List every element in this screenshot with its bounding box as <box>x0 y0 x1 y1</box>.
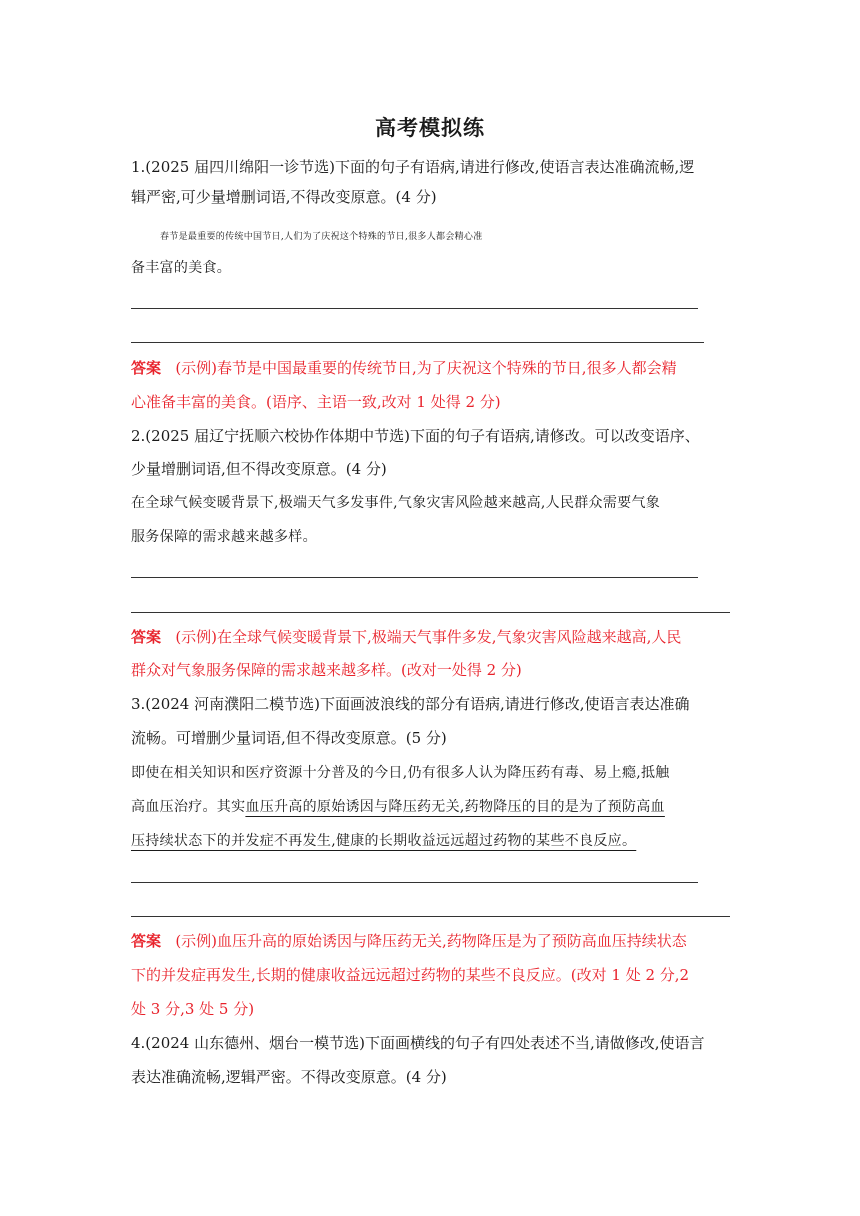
q2-answer-label: 答案 <box>131 628 162 646</box>
q1-answer-label: 答案 <box>131 359 162 377</box>
q3-passage-line-2 <box>131 796 731 818</box>
q4-stem-line-2: 表达准确流畅,逻辑严密。不得改变原意。(4 分) <box>131 1068 447 1086</box>
page-title: 高考模拟练 <box>375 116 485 140</box>
q1-stem-line-1: 1.(2025 届四川绵阳一诊节选)下面的句子有语病,请进行修改,使语言表达准确流畅,逻 <box>131 158 695 176</box>
q2-answer-text-1: (示例)在全球气候变暖背景下,极端天气事件多发,气象灾害风险越来越高,人民 <box>175 628 682 646</box>
q3-answer-line-3: 处 3 分,3 处 5 分) <box>131 1000 255 1018</box>
q4-stem-line-1: 4.(2024 山东德州、烟台一模节选)下面画横线的句子有四处表述不当,请做修改,使语言 <box>131 1034 705 1052</box>
q2-passage-line-1: 在全球气候变暖背景下,极端天气多发事件,气象灾害风险越来越高,人民群众需要气象 <box>131 495 661 511</box>
q3-passage-line-1: 即使在相关知识和医疗资源十分普及的今日,仍有很多人认为降压药有毒、易上瘾,抵触 <box>131 765 670 781</box>
q1-passage-line-2: 备丰富的美食。 <box>131 260 232 276</box>
q2-answer-line-1 <box>131 626 731 648</box>
q1-answer-blank-2 <box>131 342 704 343</box>
q3-passage-plain: 高血压治疗。其实 <box>131 799 246 815</box>
q3-answer-line-2: 下的并发症再发生,长期的健康收益远远超过药物的某些不良反应。(改对 1 处 2 分,2 <box>131 966 690 984</box>
q2-answer-blank-2 <box>131 612 730 613</box>
q2-stem-line-2: 少量增删词语,但不得改变原意。(4 分) <box>131 460 387 478</box>
q2-passage-line-2: 服务保障的需求越来越多样。 <box>131 529 317 545</box>
q1-answer-text-1: (示例)春节是中国最重要的传统节日,为了庆祝这个特殊的节日,很多人都会精 <box>175 359 677 377</box>
q1-passage-line-1: 春节是最重要的传统中国节日,人们为了庆祝这个特殊的节日,很多人都会精心准 <box>160 232 483 242</box>
q3-answer-blank-2 <box>131 916 730 917</box>
q1-stem-line-2: 辑严密,可少量增删词语,不得改变原意。(4 分) <box>131 188 437 206</box>
q2-stem-line-1: 2.(2025 届辽宁抚顺六校协作体期中节选)下面的句子有语病,请修改。可以改变语序、 <box>131 427 700 445</box>
q1-answer-line-1 <box>131 357 731 379</box>
q2-answer-blank-1 <box>131 577 698 578</box>
q3-passage-underlined-2: 压持续状态下的并发症不再发生,健康的长期收益远远超过药物的某些不良反应。 <box>131 833 637 849</box>
q3-stem-line-2: 流畅。可增删少量词语,但不得改变原意。(5 分) <box>131 729 447 747</box>
q3-passage-line-3 <box>131 830 731 852</box>
q3-stem-line-1: 3.(2024 河南濮阳二模节选)下面画波浪线的部分有语病,请进行修改,使语言表达准确 <box>131 695 690 713</box>
q1-answer-blank-1 <box>131 308 698 309</box>
q3-passage-underlined-1: 血压升高的原始诱因与降压药无关,药物降压的目的是为了预防高血 <box>245 799 665 815</box>
q3-answer-line-1 <box>131 930 731 952</box>
q3-answer-text-1: (示例)血压升高的原始诱因与降压药无关,药物降压是为了预防高血压持续状态 <box>175 932 687 950</box>
q2-answer-line-2: 群众对气象服务保障的需求越来越多样。(改对一处得 2 分) <box>131 661 522 679</box>
q3-answer-label: 答案 <box>131 932 162 950</box>
q3-answer-blank-1 <box>131 882 698 883</box>
q1-answer-line-2: 心准备丰富的美食。(语序、主语一致,改对 1 处得 2 分) <box>131 393 501 411</box>
